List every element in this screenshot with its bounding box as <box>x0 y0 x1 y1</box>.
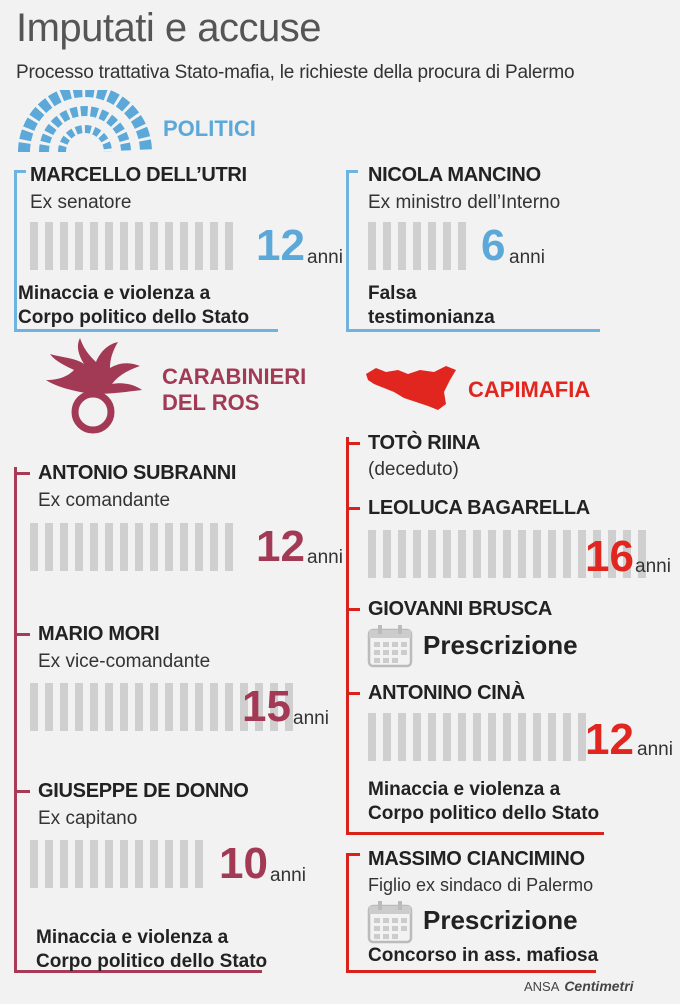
years-unit: anni <box>637 739 673 760</box>
charge-line-2: Corpo politico dello Stato <box>36 951 268 972</box>
calendar-icon <box>367 900 413 944</box>
defendant-role: (deceduto) <box>368 459 459 480</box>
page-title: Imputati e accuse <box>16 6 321 50</box>
parliament-icon <box>18 90 152 156</box>
sentence-years: 6 <box>481 221 506 270</box>
defendant-role: Ex senatore <box>30 192 132 213</box>
defendant-name: GIUSEPPE DE DONNO <box>38 780 249 802</box>
section-carabinieri-line-1: CARABINIERI <box>162 364 307 389</box>
defendant-name: ANTONIO SUBRANNI <box>38 462 237 484</box>
sentence-bar <box>30 222 233 270</box>
credit-brand: Centimetri <box>564 978 634 994</box>
defendant-role: Ex capitano <box>38 808 138 829</box>
defendant-role: Ex ministro dell’Interno <box>368 192 561 213</box>
outcome-label: Prescrizione <box>423 905 578 935</box>
sentence-bar <box>368 713 586 761</box>
defendant-name: NICOLA MANCINO <box>368 164 541 186</box>
years-unit: anni <box>307 547 343 568</box>
defendant-role: Ex comandante <box>38 490 171 511</box>
page-subtitle: Processo trattativa Stato-mafia, le richieste della procura di Palermo <box>16 62 575 83</box>
carabinieri-flame-icon <box>38 336 148 438</box>
charge-line-1: Minaccia e violenza a <box>18 283 211 304</box>
sentence-bar <box>30 840 203 888</box>
defendant-name: MASSIMO CIANCIMINO <box>368 848 585 870</box>
defendant-name: GIOVANNI BRUSCA <box>368 598 553 620</box>
section-capimafia: CAPIMAFIA <box>468 377 591 402</box>
section-politici: POLITICI <box>163 116 256 141</box>
defendant-name: MARCELLO DELL’UTRI <box>30 164 247 186</box>
sentence-years: 12 <box>585 715 634 764</box>
charge-line: Concorso in ass. mafiosa <box>368 945 599 966</box>
sentence-years: 12 <box>256 522 305 571</box>
sicily-map-icon <box>364 362 460 412</box>
defendant-name: MARIO MORI <box>38 623 160 645</box>
sentence-years: 15 <box>242 682 291 731</box>
years-unit: anni <box>293 708 329 729</box>
defendant-name: LEOLUCA BAGARELLA <box>368 497 590 519</box>
years-unit: anni <box>307 247 343 268</box>
sentence-bar <box>368 222 466 270</box>
years-unit: anni <box>270 865 306 886</box>
credit-agency: ANSA <box>524 979 559 994</box>
charge-line-2: Corpo politico dello Stato <box>18 307 250 328</box>
calendar-icon <box>367 624 413 668</box>
outcome-label: Prescrizione <box>423 630 578 660</box>
charge-line-2: Corpo politico dello Stato <box>368 803 600 824</box>
charge-line-2: testimonianza <box>368 307 495 328</box>
charge-line-1: Minaccia e violenza a <box>368 779 561 800</box>
charge-line-1: Minaccia e violenza a <box>36 927 229 948</box>
years-unit: anni <box>635 556 671 577</box>
sentence-years: 12 <box>256 221 305 270</box>
charge-line-1: Falsa <box>368 283 417 304</box>
defendant-role: Figlio ex sindaco di Palermo <box>368 875 594 895</box>
credit <box>524 978 634 994</box>
defendant-role: Ex vice-comandante <box>38 651 211 672</box>
defendant-name: TOTÒ RIINA <box>368 432 481 454</box>
section-carabinieri-line-2: DEL ROS <box>162 390 260 415</box>
sentence-years: 10 <box>219 839 268 888</box>
sentence-bar <box>30 523 233 571</box>
sentence-years: 16 <box>585 532 634 581</box>
years-unit: anni <box>509 247 545 268</box>
defendant-name: ANTONINO CINÀ <box>368 682 525 704</box>
